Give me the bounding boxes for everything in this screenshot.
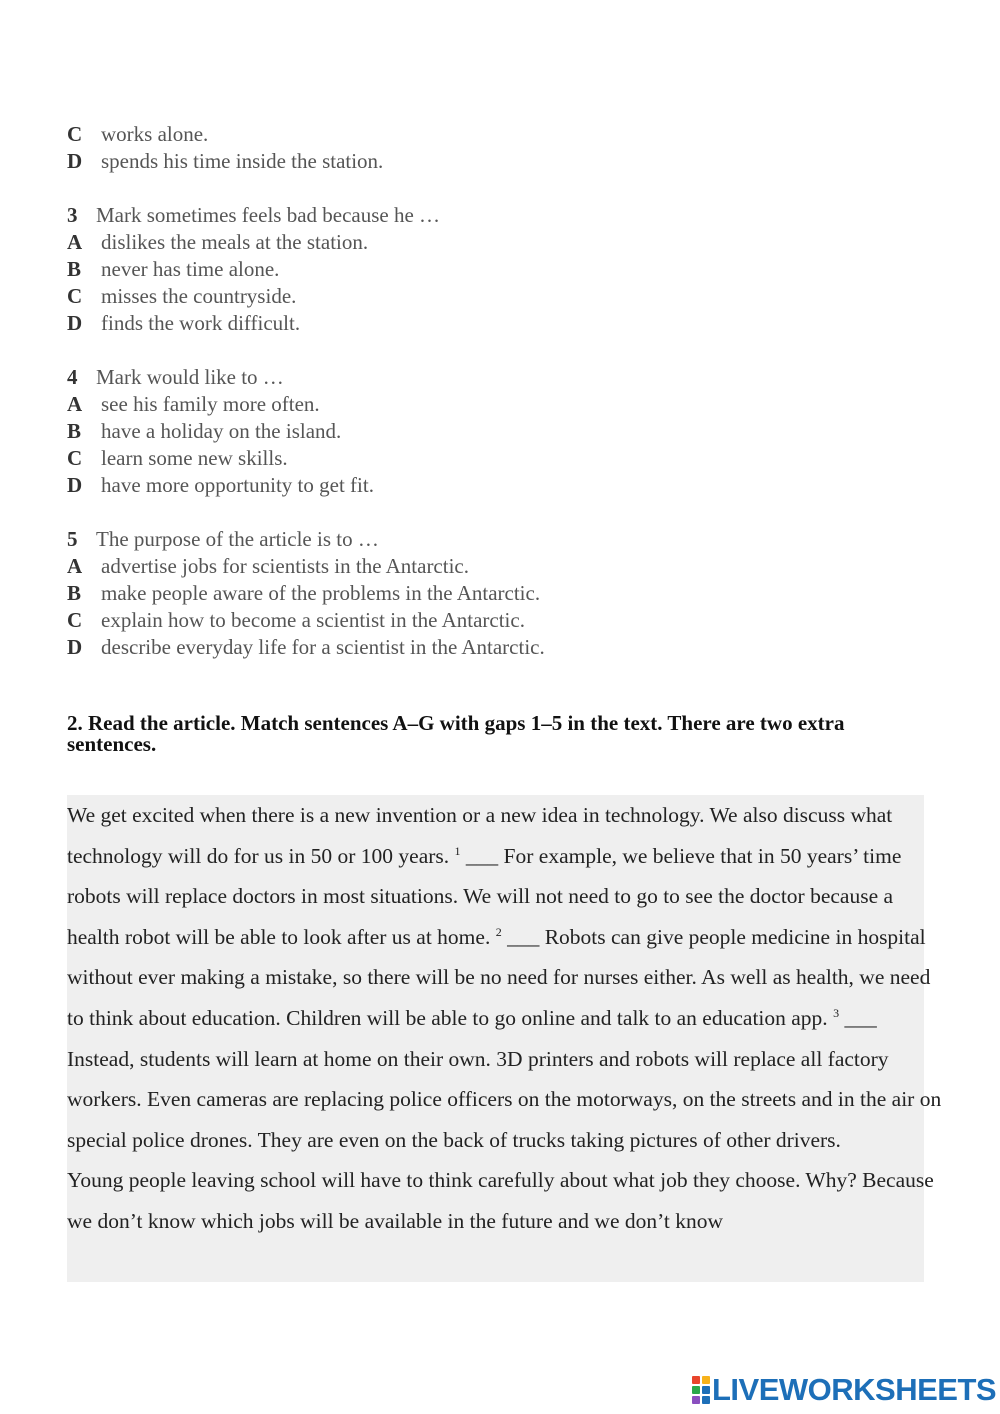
option-b: B make people aware of the problems in the Antarctic. [67,581,541,605]
liveworksheets-logo [692,1372,997,1407]
option-c: C misses the countryside. [67,284,297,308]
question-stem: 3 Mark sometimes feels bad because he … [67,203,441,227]
option-d: D spends his time inside the station. [67,149,384,173]
option-b: B have a holiday on the island. [67,419,342,443]
option-d: D have more opportunity to get fit. [67,473,374,497]
option-a: A advertise jobs for scientists in the Antarctic. [67,554,469,578]
article-box [67,795,942,1282]
option-b: B never has time alone. [67,257,280,281]
option-c: C explain how to become a scientist in the Antarctic. [67,608,525,632]
article-text [67,795,947,1242]
gap-number: 3 [833,1005,840,1020]
gap-1: ___ [465,843,499,868]
question-5 [67,526,545,661]
option-c: C learn some new skills. [67,446,288,470]
article-paragraph-1: We get excited when there is a new invention or a new idea in technology. We also discuss what technology will do for us in 50 or 100 years. $^1$ ___ For example, we believe that in 50 years’ time robots will replace doctors in most situations. We will not need to go to see the doctor because a health robot will be able to look after us at home. $^2$ ___ Robots can give people medicine in hospital without ever making a mistake, so there will be no need for nurses either. As well as health, we need to think about education. Children will be able to go online and talk to an education app. $^3$ ___ Instead, students will learn at home on their own. 3D printers and robots will replace all factory workers. Even cameras are replacing police officers on the motorways, on the streets and in the air on special police drones. They are even on the back of trucks taking pictures of other drivers. [67,803,942,1152]
question-stem: 4 Mark would like to … [67,365,284,389]
logo-blocks-icon [692,1376,710,1404]
gap-number: 1 [454,843,461,858]
question-3 [67,202,545,337]
option-d: D describe everyday life for a scientist in the Antarctic. [67,635,545,659]
question-4 [67,364,545,499]
article-paragraph-2: Young people leaving school will have to think carefully about what job they choose. Why? Because we don’t know which jobs will be available in the future and we don’t know [67,1168,934,1233]
option-a: A see his family more often. [67,392,320,416]
option-c: C works alone. [67,122,209,146]
gap-number: 2 [495,924,502,939]
option-d: D finds the work difficult. [67,311,301,335]
task-instruction: 2. Read the article. Match sentences A–G with gaps 1–5 in the text. There are two extra sentences. [67,711,845,756]
question-stem: 5 The purpose of the article is to … [67,527,379,551]
logo-text: LIVEWORKSHEETS [712,1372,997,1407]
gap-2: ___ [507,924,540,949]
question-2-partial [67,121,545,175]
questions-section [67,121,545,661]
option-a: A dislikes the meals at the station. [67,230,369,254]
gap-3: ___ [844,1005,877,1030]
